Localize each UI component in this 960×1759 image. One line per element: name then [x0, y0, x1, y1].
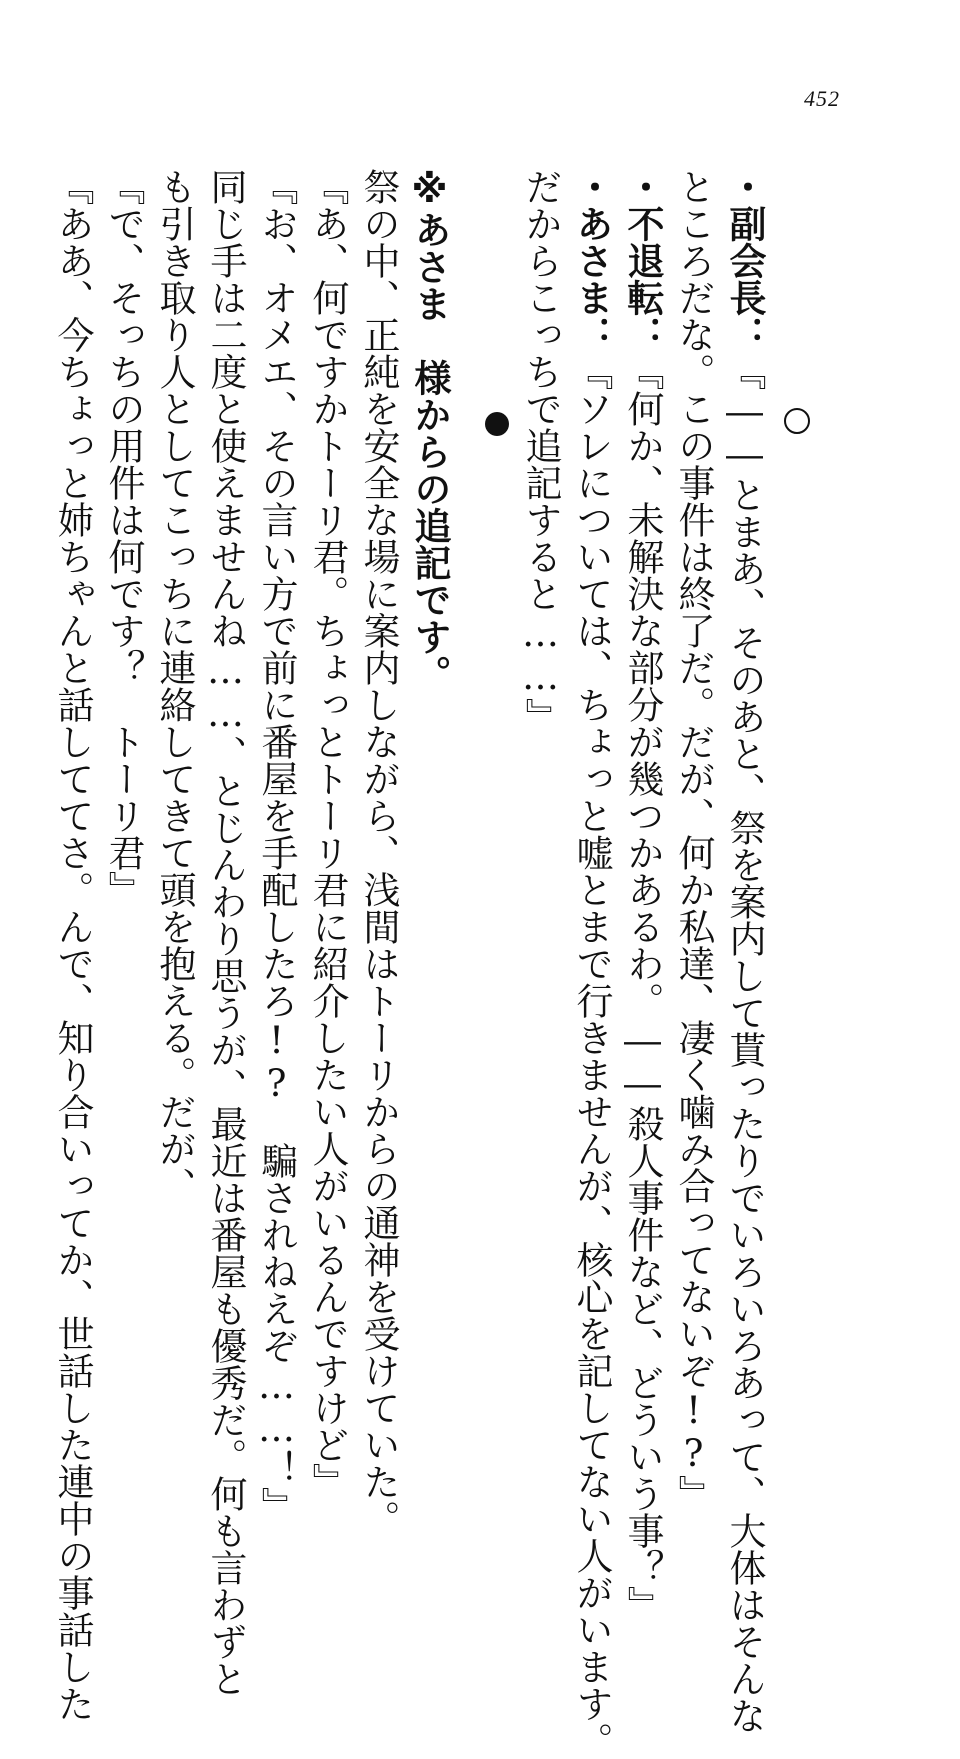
line-text: ところだな。この事件は終了だ。だが、何か私達、凄く噛み合ってないぞ!?』	[672, 168, 715, 1512]
line-text: 『何か、未解決な部分が幾つかあるわ。――殺人事件など、どういう事？』	[621, 353, 664, 1623]
section-heading: ※あさま 様からの追記です。	[408, 168, 451, 692]
text-line: 『ああ、今ちょっと姉ちゃんと話しててさ。んで、知り合いってか、世話した連中の事話した	[51, 168, 94, 1722]
line-text: だからこっちで追記すると……』	[519, 168, 562, 735]
text-line: 『で、そっちの用件は何です？ トーリ君』	[102, 168, 145, 908]
text-line	[719, 168, 770, 1734]
speaker-label: ・あさま：	[570, 168, 613, 353]
section-gap	[455, 168, 515, 1288]
text-line	[617, 168, 668, 1623]
text-line	[668, 168, 719, 1512]
text-line: 『お、オメエ、その言い方で前に番屋を手配したろ!? 騙されねえぞ……！』	[255, 168, 298, 1524]
line-text: 『ソレについては、ちょっと嘘とまで行きませんが、核心を記してない人がいます。	[570, 353, 613, 1759]
text-line: 祭の中、正純を安全な場に案内しながら、浅間はトーリからの通神を受けていた。	[357, 168, 400, 1537]
vertical-text-body	[51, 168, 770, 1759]
speaker-label: ・不退転：	[621, 168, 664, 353]
text-line: 同じ手は二度と使えませんね……、とじんわり思うが、最近は番屋も優秀だ。何も言わずと	[204, 168, 247, 1697]
text-line: 『あ、何ですかトーリ君。ちょっとトーリ君に紹介したい人がいるんですけど』	[306, 168, 349, 1500]
open-circle-icon	[784, 408, 810, 434]
text-line: も引き取り人としてこっちに連絡してきて頭を抱える。だが、	[153, 168, 196, 1204]
text-line	[515, 168, 566, 1288]
speaker-label: ・副会長：	[723, 168, 766, 353]
text-line	[566, 168, 617, 1759]
page-number: 452	[804, 86, 840, 111]
line-text: 『――とまあ、そのあと、祭を案内して貰ったりでいろいろあって、大体はそんな	[723, 353, 766, 1734]
